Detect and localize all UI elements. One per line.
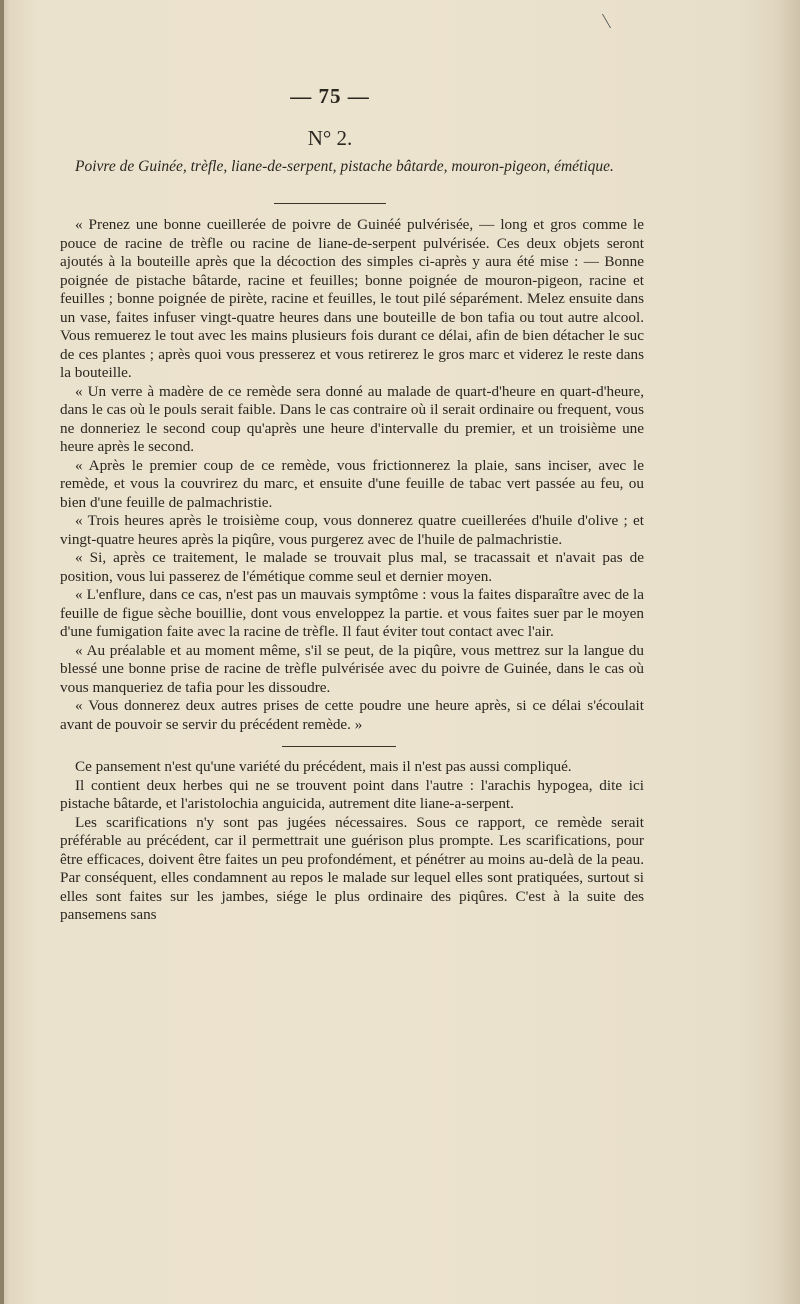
quote-paragraph: « Trois heures après le troisième coup, vous donnerez quatre cueillerées d'huile d'olive ; et vingt-quatre heures après la piqûre, vous purgerez avec de l'huile de palmachristie.	[60, 512, 644, 548]
quote-paragraph: « Au préalable et au moment même, s'il se peut, de la piqûre, vous mettrez sur la langue du blessé une bonne prise de racine de trèfle pulvérisée avec du poivre de Guinée, dans le cas où vous manqueriez de tafia pour les dissoudre.	[60, 641, 644, 696]
remedy-quote	[60, 216, 644, 734]
subtitle-divider	[274, 203, 386, 204]
commentary-paragraph: Les scarifications n'y sont pas jugées nécessaires. Sous ce rapport, ce remède serait préférable au précédent, car il permettrait une guérison plus prompte. Les scarifications, pour être efficaces, doivent être faites un peu profondément, et pénétrer au moins au-delà de la peau. Par conséquent, elles condamnent au repos le malade sur lequel elles sont pratiquées, surtout si elles sont faites sur les jambes, siége le plus ordinaire des piqûres. C'est à la suite des pansemens sans	[60, 813, 644, 923]
quote-paragraph: « Vous donnerez deux autres prises de cette poudre une heure après, si ce délai s'écoulait avant de pouvoir se servir du précédent remède. »	[60, 697, 644, 733]
commentary-paragraph: Ce pansement n'est qu'une variété du précédent, mais il n'est pas aussi compliqué.	[75, 758, 572, 775]
quote-paragraph: « Si, après ce traitement, le malade se trouvait plus mal, se tracassait et n'avait pas de position, vous lui passerez de l'émétique comme seul et dernier moyen.	[60, 549, 644, 585]
quote-paragraph: « Après le premier coup de ce remède, vous frictionnerez la plaie, sans inciser, avec le remède, et vous la couvrirez du marc, et ensuite d'une feuille de tabac vert passée au feu, ou bien d'une feuille de palmachristie.	[60, 456, 644, 511]
quote-paragraph: « Un verre à madère de ce remède sera donné au malade de quart-d'heure en quart-d'heure, dans le cas où le pouls serait faible. Dans le cas contraire où il serait ordinaire ou frequent, vous ne donneriez le second coup qu'après une heure d'intervalle du premier, et un troisième une heure après le second.	[60, 382, 644, 455]
section-divider	[282, 746, 396, 747]
commentary-paragraph: Il contient deux herbes qui ne se trouvent point dans l'autre : l'arachis hypogea, dite ici pistache bâtarde, et l'aristolochia anguicida, autrement dite liane-a-serpent.	[60, 776, 644, 812]
page-binding-edge	[0, 0, 4, 1304]
quote-paragraph: « Prenez une bonne cueillerée de poivre de Guinéé pulvérisée, — long et gros comme le pouce de racine de trèfle ou racine de liane-de-serpent pulvérisée. Ces deux objets seront ajoutés à la bouteille après que la décoction des simples ci-après y aura été mise : — Bonne poignée de pistache bâtarde, racine et feuilles; bonne poignée de mouron-pigeon, racine et feuilles ; bonne poignée de pirète, racine et feuilles, le tout pilé séparément. Melez ensuite dans un vase, faites infuser vingt-quatre heures dans une bouteille de bon tafia ou tout autre alcool. Vous remuerez le tout avec les mains plusieurs fois durant ce délai, afin de bien détacher le suc de ces plantes ; après quoi vous presserez et vous retirerez le gros marc et viderez le reste dans la bouteille.	[60, 216, 644, 381]
section-number: N° 2.	[307, 126, 353, 150]
section-subtitle: Poivre de Guinée, trèfle, liane-de-serpent, pistache bâtarde, mouron-pigeon, émétique.	[75, 158, 614, 175]
commentary	[60, 758, 644, 925]
page-right-shadow	[774, 0, 800, 1304]
quote-paragraph: « L'enflure, dans ce cas, n'est pas un mauvais symptôme : vous la faites disparaître avec de la feuille de figue sèche bouillie, dont vous enveloppez la partie. et vous faites suer par le moyen d'une fumigation faite avec la racine de trèfle. Il faut éviter tout contact avec l'air.	[60, 586, 644, 640]
page-number: — 75 —	[290, 84, 370, 108]
